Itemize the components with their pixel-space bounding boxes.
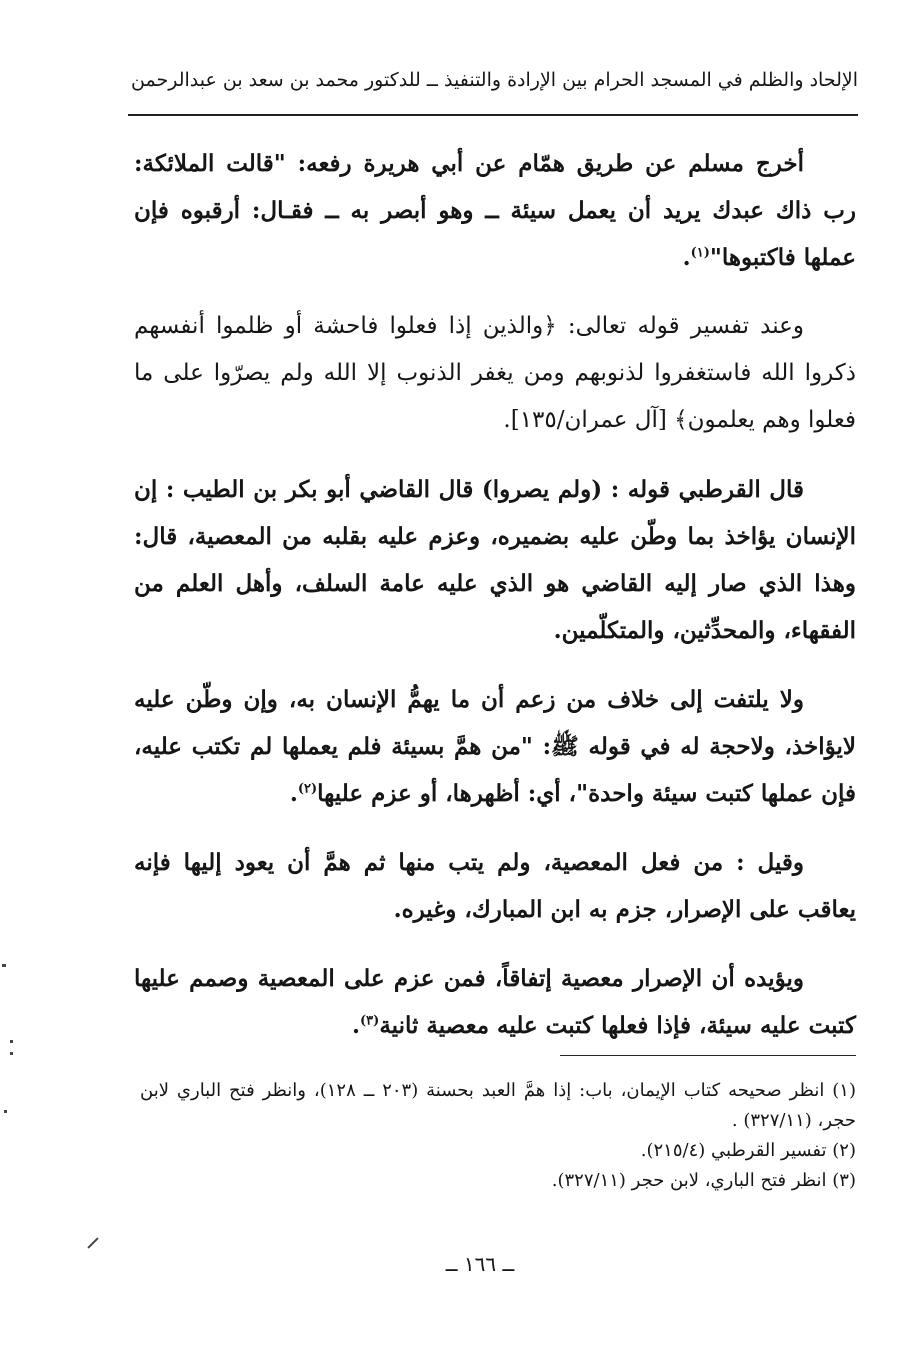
scan-speck bbox=[10, 1040, 13, 1043]
footnote-ref-1: (١) bbox=[690, 245, 710, 261]
footnote-separator bbox=[560, 1055, 856, 1056]
scan-speck bbox=[2, 964, 6, 967]
scan-speck bbox=[10, 1052, 13, 1055]
paragraph-4: ولا يلتفت إلى خلاف من زعم أن ما يهمُّ الإنسان به، وإن وطّن عليه لايؤاخذ، ولاحجة له في قوله ﷺ: "من همَّ بسيئة فلم يعملها لم تكتب عليه، فإن عملها كتبت سيئة واحدة"، أي: أظهرها، أو عزم عليها$^{(٢)}$. bbox=[134, 686, 856, 807]
paragraph-3: قال القرطبي قوله : (ولم يصروا) قال القاضي أبو بكر بن الطيب : إن الإنسان يؤاخذ بما وطّن عليه بضميره، وعزم عليه بقلبه من المعصية، قال: وهذا الذي صار إليه القاضي هو الذي عليه عامة السلف، وأهل العلم من الفقهاء، والمحدِّثين، والمتكلّمين. bbox=[134, 476, 856, 644]
footnote-ref-2: (٢) bbox=[297, 781, 318, 797]
paragraph-5: وقيل : من فعل المعصية، ولم يتب منها ثم همَّ أن يعود إليها فإنه يعاقب على الإصرار، جزم به ابن المبارك، وغيره. bbox=[134, 849, 856, 923]
footnotes bbox=[140, 1076, 856, 1196]
footnote-ref-3: (٣) bbox=[360, 1013, 380, 1029]
paragraph-1: أخرج مسلم عن طريق همّام عن أبي هريرة رفعه: "قالت الملائكة: رب ذاك عبدك يريد أن يعمل سيئة ــ وهو أبصر به ــ فقـال: أرقبوه فإن عملها فاكتبوها"$^{(١)}$. bbox=[134, 150, 856, 271]
scan-stroke bbox=[87, 1237, 98, 1248]
header-rule bbox=[128, 114, 858, 116]
main-text bbox=[134, 140, 856, 1071]
page-number: ــ ١٦٦ ــ bbox=[445, 1252, 515, 1276]
paragraph-6: ويؤيده أن الإصرار معصية إتفاقاً، فمن عزم على المعصية وصمم عليها كتبت عليه سيئة، فإذا فعلها كتبت عليه معصية ثانية$^{(٣)}$. bbox=[134, 965, 856, 1039]
footnote-2: (٢) تفسير القرطبي (٢١٥/٤). bbox=[640, 1140, 856, 1161]
scan-speck bbox=[4, 1110, 7, 1113]
footnote-1: (١) انظر صحيحه كتاب الإيمان، باب: إذا همَّ العبد بحسنة (٢٠٣ ــ ١٢٨)، وانظر فتح الباري لابن حجر، (٣٢٧/١١) . bbox=[140, 1080, 856, 1131]
paragraph-2-quran-verse: وعند تفسير قوله تعالى: ﴿والذين إذا فعلوا فاحشة أو ظلموا أنفسهم ذكروا الله فاستغفروا لذنوبهم ومن يغفر الذنوب إلا الله ولم يصرّوا على ما فعلوا وهم يعلمون﴾ [آل عمران/١٣٥]. bbox=[134, 313, 856, 433]
footnote-3: (٣) انظر فتح الباري، لابن حجر (٣٢٧/١١). bbox=[551, 1170, 856, 1191]
running-header: الإلحاد والظلم في المسجد الحرام بين الإرادة والتنفيذ ــ للدكتور محمد بن سعد بن عبدالرحمن bbox=[131, 69, 858, 91]
